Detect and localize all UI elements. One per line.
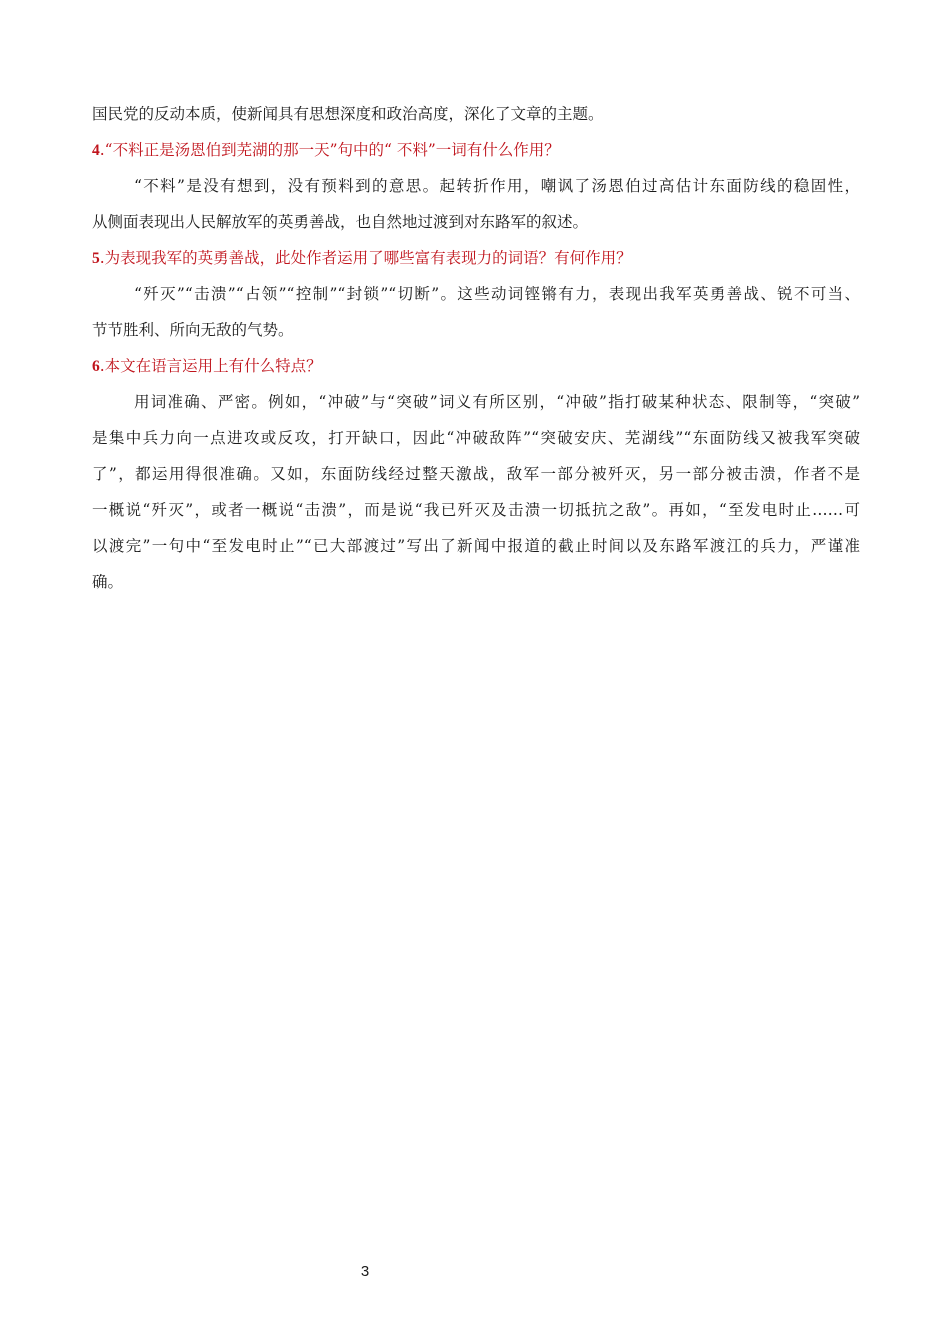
question-5-number: 5 xyxy=(92,250,100,267)
answer-4-line-2: 从侧面表现出人民解放军的英勇善战，也自然地过渡到对东路军的叙述。 xyxy=(92,213,589,231)
answer-6-line-6: 确。 xyxy=(92,573,124,591)
answer-6-line-4: 一概说“歼灭”，或者一概说“击溃”，而是说“我已歼灭及击溃一切抵抗之敌”。再如，“至发电时止……可 xyxy=(92,501,860,519)
answer-6-line-2: 是集中兵力向一点进攻或反攻，打开缺口，因此“冲破敌阵”“突破安庆、芜湖线”“东面防线又被我军突破 xyxy=(92,429,860,447)
question-6 xyxy=(92,348,860,384)
question-6-text: .本文在语言运用上有什么特点？ xyxy=(99,357,322,375)
question-5-text: .为表现我军的英勇善战，此处作者运用了哪些富有表现力的词语？有何作用？ xyxy=(99,249,632,267)
answer-5-line-1: “歼灭”“击溃”“占领”“控制”“封锁”“切断”。这些动词铿锵有力，表现出我军英勇善战、锐不可当、 xyxy=(134,285,860,303)
page-number: 3 xyxy=(360,1263,370,1280)
question-4 xyxy=(92,132,860,168)
answer-4-line-1: “不料”是没有想到，没有预料到的意思。起转折作用，嘲讽了汤恩伯过高估计东面防线的稳固性， xyxy=(134,177,860,195)
answer-5-line-2: 节节胜利、所向无敌的气势。 xyxy=(92,321,294,339)
answer-6-line-3: 了”，都运用得很准确。又如，东面防线经过整天激战，敌军一部分被歼灭，另一部分被击溃，作者不是 xyxy=(92,465,860,483)
intro-line: 国民党的反动本质，使新闻具有思想深度和政治高度，深化了文章的主题。 xyxy=(92,105,604,123)
question-4-number: 4 xyxy=(92,142,100,159)
answer-6-line-1: 用词准确、严密。例如，“冲破”与“突破”词义有所区别，“冲破”指打破某种状态、限制等，“突破” xyxy=(134,393,860,411)
question-5 xyxy=(92,240,860,276)
document-body xyxy=(92,96,860,600)
answer-6-line-5: 以渡完”一句中“至发电时止”“已大部渡过”写出了新闻中报道的截止时间以及东路军渡江的兵力，严谨准 xyxy=(92,537,860,555)
question-4-text: .“不料正是汤恩伯到芜湖的那一天”句中的“ 不料”一词有什么作用？ xyxy=(99,141,560,159)
question-6-number: 6 xyxy=(92,358,100,375)
